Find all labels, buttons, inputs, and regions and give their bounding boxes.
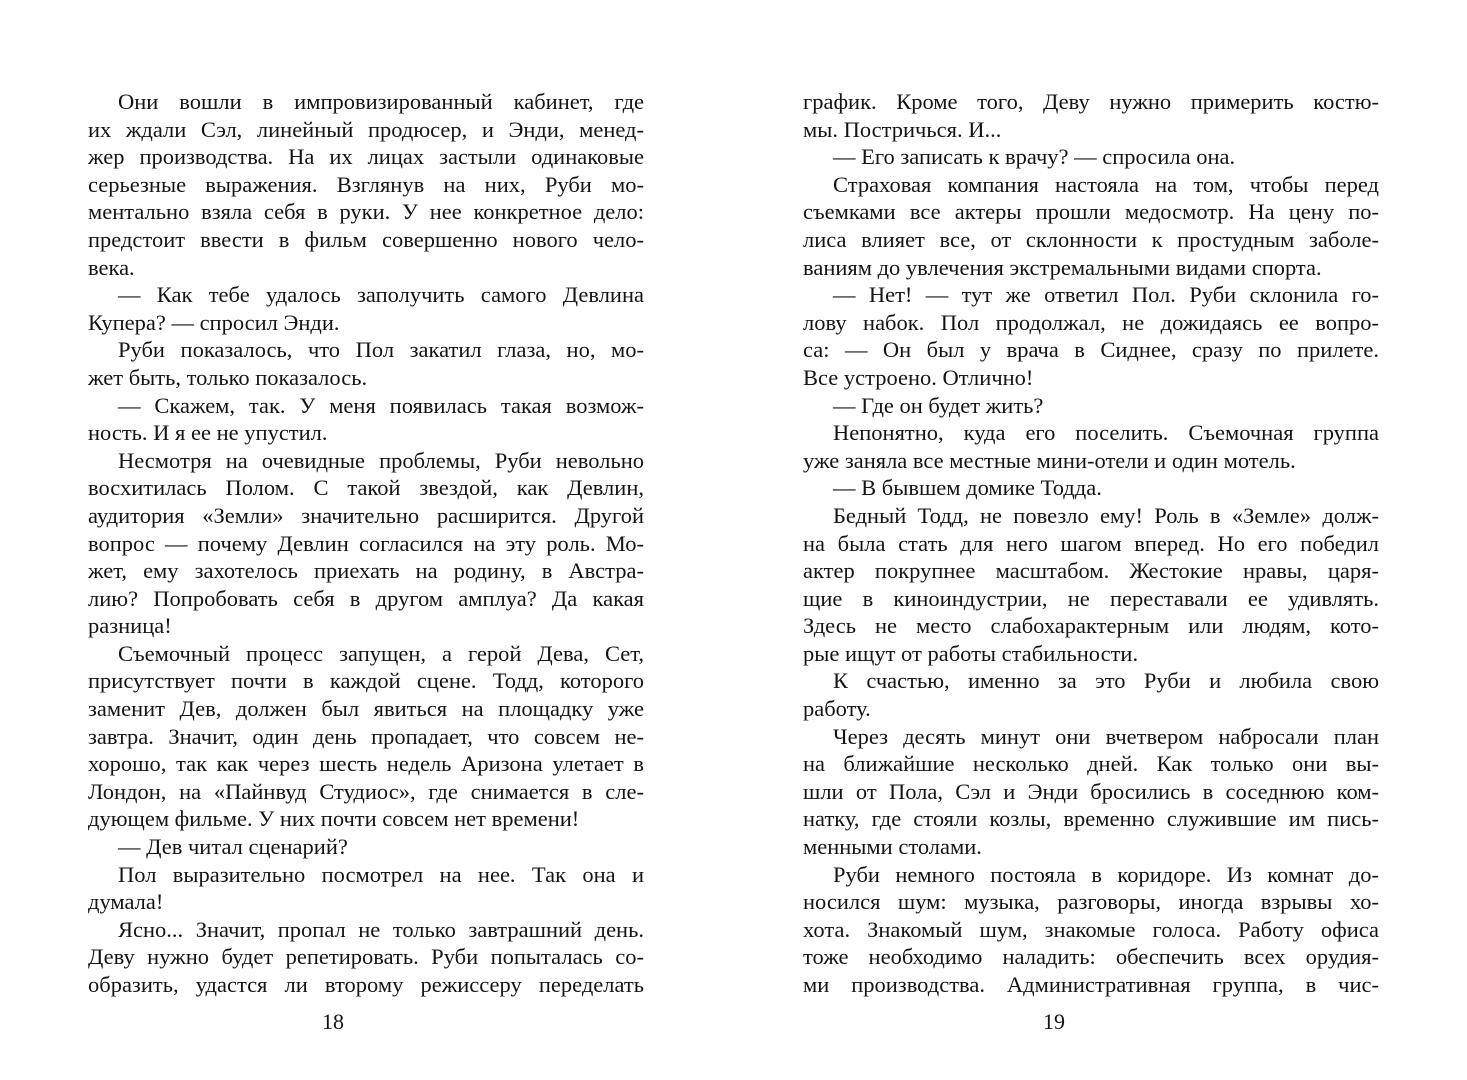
text-line: носился шум: музыка, разговоры, иногда взрывы хо- [803,889,1379,915]
text-line: Несмотря на очевидные проблемы, Руби невольно [118,447,644,473]
text-line: восхитилась Полом. С такой звездой, как Девлин, [88,475,644,501]
text-line: са: — Он был у врача в Сиднее, сразу по прилете. [803,337,1379,363]
text-line: — Как тебе удалось заполучить самого Девлина [118,282,644,308]
text-line: уже заняла все местные мини-отели и один мотель. [803,447,1296,473]
text-line: натку, где стояли козлы, временно служившие им пись- [803,806,1379,832]
text-line: жет быть, только показалось. [88,364,368,390]
text-line: ность. И я ее не упустил. [88,420,328,446]
text-line: Лондон, на «Пайнвуд Студиос», где снимается в сле- [88,778,644,804]
text-line: завтра. Значит, один день пропадает, что совсем не- [88,723,644,749]
text-line: график. Кроме того, Деву нужно примерить костю- [803,89,1379,114]
text-line: работу. [803,696,871,722]
right-page-text [803,88,1379,999]
text-line: мы. Постричься. И... [803,116,1002,142]
text-line: Они вошли в импровизированный кабинет, где [118,89,644,114]
text-line: Пол выразительно посмотрел на нее. Так она и [118,861,644,887]
text-line: — Дев читал сценарий? [118,834,348,860]
text-line: серьезные выражения. Взглянув на них, Руби мо- [88,171,644,197]
text-line: шли от Пола, Сэл и Энди бросились в соседнюю ком- [803,778,1379,804]
text-line: лову набок. Пол продолжал, не дожидаясь ее вопро- [803,309,1379,335]
text-line: — Нет! — тут же ответил Пол. Руби склонила го- [833,282,1379,308]
text-line: Руби показалось, что Пол закатил глаза, но, мо- [118,337,644,363]
text-line: Съемочный процесс запущен, а герой Дева, Сет, [118,640,644,666]
text-line: К счастью, именно за это Руби и любила свою [833,668,1379,694]
text-line: — Скажем, так. У меня появилась такая возмож- [118,392,644,418]
text-line: лию? Попробовать себя в другом амплуа? Да какая [88,585,644,611]
text-line: присутствует почти в каждой сцене. Тодд, которого [88,668,644,694]
text-line: съемками все актеры прошли медосмотр. На цену по- [803,199,1379,225]
text-line: Ясно... Значит, пропал не только завтрашний день. [118,916,644,942]
text-line: на была стать для него шагом вперед. Но его победил [803,530,1379,556]
text-line: рые ищут от работы стабильности. [803,640,1139,666]
left-page-number: 18 [322,1009,344,1034]
text-line: Непонятно, куда его поселить. Съемочная группа [833,420,1379,446]
text-line: образить, удастся ли второму режиссеру переделать [88,972,644,997]
text-line: Страховая компания настояла на том, чтобы перед [833,171,1379,197]
left-page-text [88,88,644,999]
text-line: жет, ему захотелось приехать на родину, в Австра- [88,558,644,584]
text-line: Деву нужно будет репетировать. Руби попыталась со- [88,944,644,970]
text-line: менными столами. [803,834,982,860]
text-line: хорошо, так как через шесть недель Аризона улетает в [88,751,644,777]
text-line: дующем фильме. У них почти совсем нет времени! [88,806,580,832]
text-line: лиса влияет все, от склонности к простудным заболе- [803,226,1379,252]
text-line: ментально взяла себя в руки. У нее конкретное дело: [88,199,644,225]
text-line: Купера? — спросил Энди. [88,309,340,335]
text-line: — Где он будет жить? [833,392,1044,418]
text-line: тоже необходимо наладить: обеспечить всех орудия- [803,944,1379,970]
text-line: Через десять минут они вчетвером набросали план [833,723,1379,749]
text-line: щие в киноиндустрии, не переставали ее удивлять. [803,585,1379,611]
text-line: хота. Знакомый шум, знакомые голоса. Работу офиса [803,916,1379,942]
text-line: — В бывшем домике Тодда. [833,475,1102,501]
text-line: Руби немного постояла в коридоре. Из комнат до- [833,861,1379,887]
text-line: жер производства. На их лицах застыли одинаковые [88,144,644,170]
text-line: Здесь не место слабохарактерным или людям, кото- [803,613,1379,639]
text-line: аудитория «Земли» значительно расширится. Другой [88,502,644,528]
right-page-number: 19 [1043,1009,1065,1034]
text-line: актер покрупнее масштабом. Жестокие нравы, царя- [803,558,1379,584]
text-line: ваниям до увлечения экстремальными видами спорта. [803,254,1322,280]
text-line: Все устроено. Отлично! [803,364,1034,390]
text-line: заменит Дев, должен был явиться на площадку уже [88,696,644,722]
text-line: — Его записать к врачу? — спросила она. [833,144,1236,170]
text-line: думала! [88,889,164,915]
text-line: предстоит ввести в фильм совершенно нового чело- [88,226,644,252]
text-line: вопрос — почему Девлин согласился на эту роль. Мо- [88,530,644,556]
text-line: века. [88,254,135,280]
text-line: ми производства. Административная группа, в чис- [803,972,1379,997]
text-line: на ближайшие несколько дней. Как только они вы- [803,751,1379,777]
text-line: разница! [88,613,172,639]
text-line: Бедный Тодд, не повезло ему! Роль в «Земле» долж- [833,502,1379,528]
text-line: их ждали Сэл, линейный продюсер, и Энди, менед- [88,116,644,142]
